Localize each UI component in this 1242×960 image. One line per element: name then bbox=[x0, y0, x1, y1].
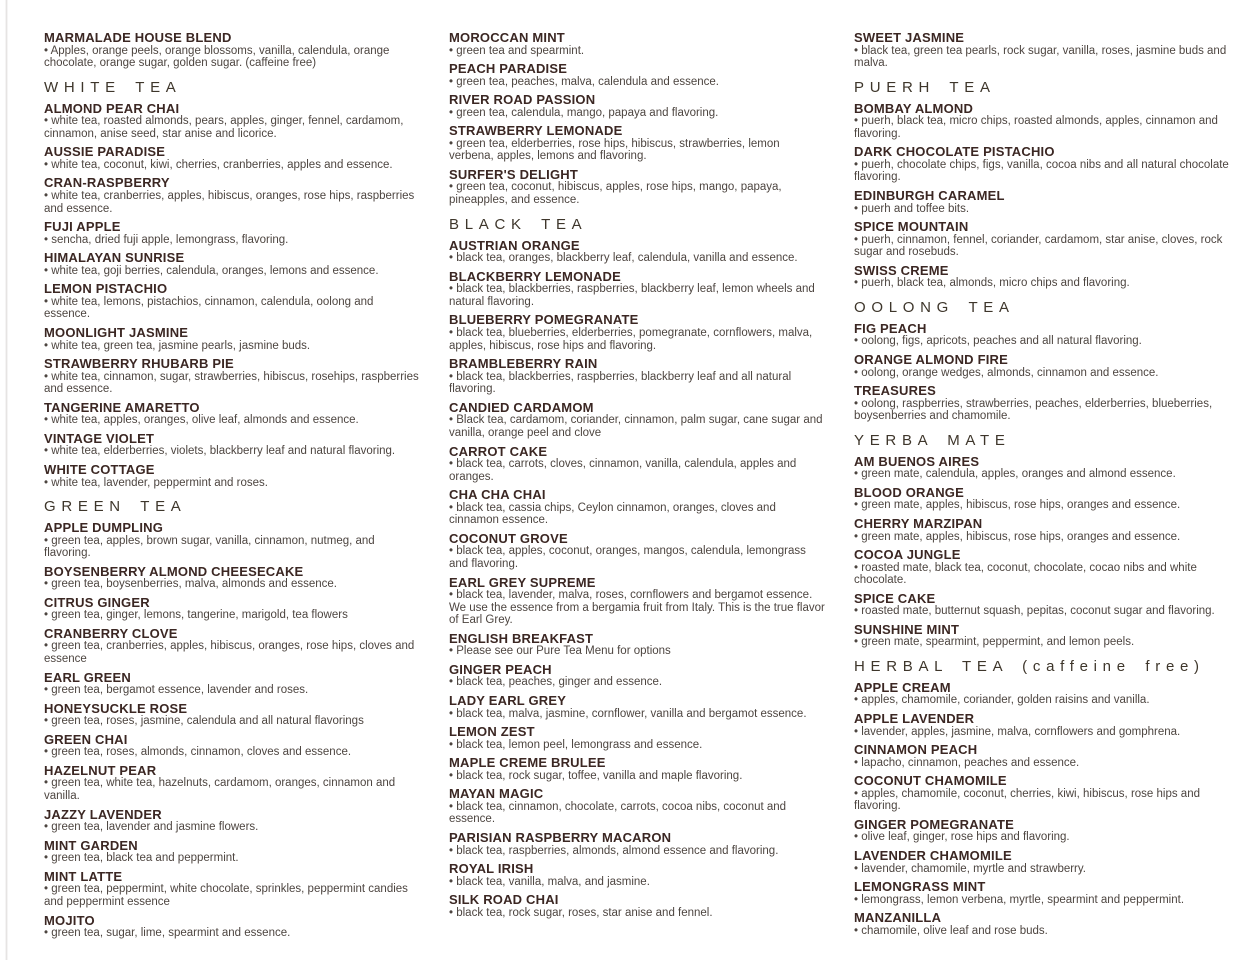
menu-item bbox=[449, 270, 825, 309]
item-name: HAZELNUT PEAR bbox=[44, 762, 157, 778]
menu-item bbox=[854, 455, 1230, 481]
item-description: • green tea, calendula, mango, papaya and flavoring. bbox=[449, 106, 719, 119]
item-description: • green mate, spearmint, peppermint, and lemon peels. bbox=[854, 636, 1135, 649]
item-description: • olive leaf, ginger, rose hips and flavoring. bbox=[854, 831, 1070, 844]
section-title: OOLONG TEA bbox=[854, 298, 1015, 316]
item-description: • oolong, figs, apricots, peaches and all natural flavoring. bbox=[854, 335, 1142, 348]
menu-item bbox=[854, 144, 1233, 184]
item-name: APPLE LAVENDER bbox=[854, 711, 975, 727]
item-description: • puerh, black tea, micro chips, roasted almonds, apples, cinnamon and flavoring. bbox=[854, 115, 1222, 140]
menu-item bbox=[44, 870, 420, 909]
section-title: WHITE TEA bbox=[44, 78, 182, 96]
menu-item bbox=[44, 702, 420, 728]
item-name: BLOOD ORANGE bbox=[854, 484, 964, 500]
item-description: • green tea, peaches, malva, calendula and essence. bbox=[449, 75, 719, 88]
item-description: • lapacho, cinnamon, peaches and essence. bbox=[854, 756, 1080, 769]
item-description: • white tea, apples, oranges, olive leaf, almonds and essence. bbox=[44, 414, 359, 427]
item-description: • oolong, raspberries, strawberries, peaches, elderberries, blueberries, boysenberries and chamomile. bbox=[854, 397, 1216, 423]
item-description: • green tea, white tea, hazelnuts, cardamom, oranges, cinnamon and vanilla. bbox=[44, 777, 399, 803]
tea-menu-page bbox=[44, 30, 1236, 945]
item-description: • green tea, boysenberries, malva, almonds and essence. bbox=[44, 578, 337, 591]
menu-item bbox=[854, 548, 1230, 587]
item-name: AUSSIE PARADISE bbox=[44, 144, 166, 160]
item-description: • puerh, chocolate chips, figs, vanilla, cocoa nibs and all natural chocolate flavoring. bbox=[854, 158, 1233, 184]
menu-item bbox=[449, 862, 825, 888]
menu-item bbox=[44, 31, 420, 70]
menu-item bbox=[44, 326, 420, 352]
menu-item bbox=[854, 623, 1230, 649]
menu-item bbox=[44, 282, 420, 321]
menu-item bbox=[854, 517, 1230, 543]
item-name: CANDIED CARDAMOM bbox=[449, 399, 594, 415]
item-description: • white tea, cinnamon, sugar, strawberries, hibiscus, rosehips, raspberries and essence. bbox=[44, 370, 422, 396]
section-title: HERBAL TEA (caffeine free) bbox=[854, 657, 1205, 675]
item-name: ENGLISH BREAKFAST bbox=[449, 630, 594, 646]
item-name: ALMOND PEAR CHAI bbox=[44, 100, 180, 116]
item-name: LEMON ZEST bbox=[449, 724, 535, 740]
item-name: EARL GREEN bbox=[44, 669, 131, 685]
item-description: • Apples, orange peels, orange blossoms, vanilla, calendula, orange chocolate, orange sugar, golden sugar. (caffeine free) bbox=[44, 44, 393, 70]
item-description: • lavender, apples, jasmine, malva, cornflowers and gomphrena. bbox=[854, 725, 1181, 738]
item-description: • white tea, cranberries, apples, hibiscus, oranges, rose hips, raspberries and essence. bbox=[44, 189, 418, 215]
item-description: • white tea, coconut, kiwi, cherries, cranberries, apples and essence. bbox=[44, 158, 393, 171]
item-description: • green tea, ginger, lemons, tangerine, marigold, tea flowers bbox=[44, 609, 348, 622]
item-name: MANZANILLA bbox=[854, 910, 942, 926]
item-description: • black tea, oranges, blackberry leaf, calendula, vanilla and essence. bbox=[449, 252, 798, 265]
menu-item bbox=[44, 251, 420, 277]
menu-item bbox=[449, 357, 825, 396]
item-description: • green tea, cranberries, apples, hibiscus, oranges, rose hips, cloves and essence bbox=[44, 640, 418, 666]
menu-item bbox=[44, 432, 420, 458]
item-name: MAPLE CREME BRULEE bbox=[449, 755, 606, 771]
item-description: • puerh, black tea, almonds, micro chips and flavoring. bbox=[854, 277, 1130, 290]
item-name: BOMBAY ALMOND bbox=[854, 100, 974, 116]
item-description: • black tea, blackberries, raspberries, blackberry leaf and all natural flavoring. bbox=[449, 370, 795, 396]
menu-item bbox=[44, 357, 420, 396]
item-description: • black tea, carrots, cloves, cinnamon, vanilla, calendula, apples and oranges. bbox=[449, 458, 800, 483]
item-name: ROYAL IRISH bbox=[449, 861, 534, 877]
menu-item bbox=[449, 488, 825, 527]
item-description: • black tea, malva, jasmine, cornflower, vanilla and bergamot essence. bbox=[449, 707, 807, 720]
item-name: STRAWBERRY LEMONADE bbox=[449, 123, 623, 139]
menu-item bbox=[854, 322, 1230, 348]
item-name: SUNSHINE MINT bbox=[854, 621, 960, 637]
menu-item bbox=[44, 521, 420, 560]
menu-item bbox=[854, 353, 1230, 379]
menu-item bbox=[44, 463, 420, 489]
item-name: TANGERINE AMARETTO bbox=[44, 399, 200, 415]
menu-item bbox=[449, 62, 825, 88]
page-edge-scan-line bbox=[5, 0, 8, 960]
item-name: LEMON PISTACHIO bbox=[44, 281, 168, 297]
menu-item bbox=[854, 220, 1230, 259]
item-name: PARISIAN RASPBERRY MACARON bbox=[449, 830, 672, 845]
item-name: STRAWBERRY RHUBARB PIE bbox=[44, 356, 234, 372]
menu-item bbox=[854, 743, 1230, 769]
item-description: • green tea, roses, almonds, cinnamon, cloves and essence. bbox=[44, 746, 352, 759]
item-name: GREEN CHAI bbox=[44, 731, 128, 747]
item-name: SPICE MOUNTAIN bbox=[854, 219, 969, 235]
item-name: BOYSENBERRY ALMOND CHEESECAKE bbox=[44, 563, 304, 579]
item-name: COCONUT GROVE bbox=[449, 530, 568, 546]
item-name: BLACKBERRY LEMONADE bbox=[449, 268, 621, 284]
menu-item bbox=[44, 914, 420, 940]
menu-item bbox=[449, 787, 825, 826]
item-name: LADY EARL GREY bbox=[449, 693, 567, 709]
item-description: • puerh and toffee bits. bbox=[854, 202, 970, 215]
menu-item bbox=[449, 168, 825, 207]
item-name: MINT LATTE bbox=[44, 868, 123, 884]
item-description: • black tea, green tea pearls, rock sugar, vanilla, roses, jasmine buds and malva. bbox=[854, 44, 1236, 70]
menu-item bbox=[449, 574, 829, 627]
item-name: EARL GREY SUPREME bbox=[449, 574, 596, 590]
menu-item bbox=[449, 532, 825, 571]
menu-item bbox=[854, 849, 1230, 875]
item-name: CHERRY MARZIPAN bbox=[854, 516, 983, 531]
menu-item bbox=[449, 831, 825, 857]
menu-item bbox=[854, 384, 1230, 423]
menu-item bbox=[44, 220, 420, 246]
item-name: MAYAN MAGIC bbox=[449, 786, 544, 802]
item-description: • green tea, apples, brown sugar, vanilla, cinnamon, nutmeg, and flavoring. bbox=[44, 534, 378, 560]
item-name: TREASURES bbox=[854, 383, 936, 399]
menu-item bbox=[854, 102, 1230, 141]
item-name: RIVER ROAD PASSION bbox=[449, 92, 596, 108]
item-name: COCOA JUNGLE bbox=[854, 547, 961, 563]
item-description: • white tea, goji berries, calendula, oranges, lemons and essence. bbox=[44, 264, 379, 277]
item-description: • roasted mate, black tea, coconut, chocolate, cocao nibs and white chocolate. bbox=[854, 561, 1201, 587]
menu-item bbox=[44, 627, 420, 666]
item-description: • puerh, cinnamon, fennel, coriander, cardamom, star anise, cloves, rock sugar and rosebuds. bbox=[854, 233, 1226, 259]
item-description: • chamomile, olive leaf and rose buds. bbox=[854, 924, 1048, 937]
item-description: • green tea, elderberries, rose hips, hibiscus, strawberries, lemon verbena, apples, lemons and flavoring. bbox=[449, 137, 783, 163]
item-description: • green mate, apples, hibiscus, rose hips, oranges and essence. bbox=[854, 530, 1181, 543]
menu-item bbox=[44, 565, 420, 591]
item-description: • black tea, raspberries, almonds, almond essence and flavoring. bbox=[449, 844, 779, 857]
item-name: CITRUS GINGER bbox=[44, 594, 150, 610]
menu-item bbox=[44, 671, 420, 697]
item-name: FUJI APPLE bbox=[44, 219, 121, 235]
menu-item bbox=[854, 774, 1230, 813]
menu-item bbox=[854, 880, 1230, 906]
menu-item bbox=[449, 756, 825, 782]
menu-item bbox=[449, 632, 825, 658]
item-name: ORANGE ALMOND FIRE bbox=[854, 352, 1008, 368]
menu-item bbox=[44, 764, 420, 803]
item-description: • lemongrass, lemon verbena, myrtle, spearmint and peppermint. bbox=[854, 893, 1185, 906]
item-description: • lavender, chamomile, myrtle and strawberry. bbox=[854, 862, 1086, 875]
item-name: CHA CHA CHAI bbox=[449, 487, 546, 503]
menu-item bbox=[854, 712, 1230, 738]
item-description: • green tea, lavender and jasmine flowers. bbox=[44, 821, 259, 834]
item-name: SWISS CREME bbox=[854, 262, 949, 278]
item-name: HONEYSUCKLE ROSE bbox=[44, 700, 188, 716]
item-description: • green tea, black tea and peppermint. bbox=[44, 852, 239, 865]
item-description: • roasted mate, butternut squash, pepitas, coconut sugar and flavoring. bbox=[854, 605, 1215, 618]
menu-item bbox=[449, 239, 825, 265]
item-name: EDINBURGH CARAMEL bbox=[854, 188, 1005, 204]
item-description: • green tea, sugar, lime, spearmint and essence. bbox=[44, 927, 291, 939]
item-name: APPLE CREAM bbox=[854, 679, 951, 695]
section-title: PUERH TEA bbox=[854, 78, 996, 96]
item-name: DARK CHOCOLATE PISTACHIO bbox=[854, 144, 1055, 160]
item-name: LAVENDER CHAMOMILE bbox=[854, 848, 1012, 864]
item-name: PEACH PARADISE bbox=[449, 61, 568, 77]
item-description: • green tea, bergamot essence, lavender and roses. bbox=[44, 684, 309, 697]
item-name: APPLE DUMPLING bbox=[44, 520, 164, 536]
item-description: • black tea, blueberries, elderberries, pomegranate, cornflowers, malva, apples, hibiscus, rose hips and flavoring. bbox=[449, 326, 816, 352]
menu-item bbox=[854, 681, 1230, 707]
item-description: • Black tea, cardamom, coriander, cinnamon, palm sugar, cane sugar and vanilla, orange peel and clove bbox=[449, 414, 826, 439]
item-description: • green tea, roses, jasmine, calendula and all natural flavorings bbox=[44, 715, 364, 728]
item-description: • apples, chamomile, coconut, cherries, kiwi, hibiscus, rose hips and flavoring. bbox=[854, 787, 1204, 813]
menu-item bbox=[44, 733, 420, 759]
menu-item bbox=[854, 818, 1230, 844]
menu-item bbox=[449, 93, 825, 119]
item-name: VINTAGE VIOLET bbox=[44, 430, 155, 446]
section-title: BLACK TEA bbox=[449, 215, 588, 233]
item-description: • white tea, elderberries, violets, blackberry leaf and natural flavoring. bbox=[44, 445, 396, 458]
menu-item bbox=[449, 124, 825, 163]
item-name: GINGER POMEGRANATE bbox=[854, 816, 1014, 832]
item-name: MINT GARDEN bbox=[44, 837, 138, 853]
item-name: WHITE COTTAGE bbox=[44, 462, 155, 477]
item-name: CRAN-RASPBERRY bbox=[44, 175, 170, 191]
menu-item bbox=[44, 145, 420, 171]
menu-item bbox=[449, 31, 825, 57]
item-description: • black tea, rock sugar, toffee, vanilla and maple flavoring. bbox=[449, 769, 743, 782]
item-description: • white tea, lavender, peppermint and roses. bbox=[44, 476, 268, 489]
item-name: CRANBERRY CLOVE bbox=[44, 625, 178, 641]
item-name: HIMALAYAN SUNRISE bbox=[44, 250, 185, 266]
section-title: YERBA MATE bbox=[854, 431, 1011, 449]
item-name: MARMALADE HOUSE BLEND bbox=[44, 30, 232, 45]
item-description: • black tea, lavender, malva, roses, cornflowers and bergamot essence. We use the essence from a bergamia fruit from Italy. This is the true flavor of Earl Grey. bbox=[449, 589, 829, 627]
item-description: • oolong, orange wedges, almonds, cinnamon and essence. bbox=[854, 366, 1159, 379]
item-description: • black tea, lemon peel, lemongrass and essence. bbox=[449, 738, 703, 751]
menu-item bbox=[449, 725, 825, 751]
menu-item bbox=[854, 486, 1230, 512]
menu-item bbox=[449, 694, 825, 720]
menu-item bbox=[854, 189, 1230, 215]
menu-column-3 bbox=[854, 30, 1236, 945]
menu-item bbox=[44, 596, 420, 622]
menu-item bbox=[44, 401, 420, 427]
item-name: CARROT CAKE bbox=[449, 443, 548, 459]
menu-item bbox=[449, 401, 825, 440]
item-name: SURFER'S DELIGHT bbox=[449, 166, 578, 182]
menu-column-2 bbox=[449, 30, 829, 945]
item-description: • apples, chamomile, coriander, golden raisins and vanilla. bbox=[854, 694, 1150, 707]
menu-item bbox=[449, 663, 825, 689]
item-name: MOONLIGHT JASMINE bbox=[44, 325, 189, 341]
section-title: GREEN TEA bbox=[44, 498, 187, 516]
menu-item bbox=[854, 264, 1230, 290]
item-description: • black tea, cassia chips, Ceylon cinnamon, oranges, cloves and cinnamon essence. bbox=[449, 501, 780, 527]
menu-item bbox=[449, 445, 825, 484]
item-name: AUSTRIAN ORANGE bbox=[449, 237, 580, 253]
menu-column-1 bbox=[44, 31, 420, 945]
item-name: SWEET JASMINE bbox=[854, 30, 965, 45]
item-description: • green tea and spearmint. bbox=[449, 44, 585, 57]
item-name: BLUEBERRY POMEGRANATE bbox=[449, 312, 639, 328]
menu-item bbox=[854, 911, 1230, 937]
item-description: • green tea, peppermint, white chocolate, sprinkles, peppermint candies and peppermint essence bbox=[44, 883, 412, 908]
item-name: MOROCCAN MINT bbox=[449, 30, 565, 45]
item-description: • Please see our Pure Tea Menu for options bbox=[449, 645, 671, 658]
item-description: • white tea, roasted almonds, pears, apples, ginger, fennel, cardamom, cinnamon, anise seed, star anise and licorice. bbox=[44, 115, 407, 140]
item-description: • green tea, coconut, hibiscus, apples, rose hips, mango, papaya, pineapples, and essence. bbox=[449, 181, 785, 207]
item-description: • black tea, peaches, ginger and essence. bbox=[449, 676, 663, 689]
item-name: COCONUT CHAMOMILE bbox=[854, 773, 1007, 789]
item-name: BRAMBLEBERRY RAIN bbox=[449, 356, 598, 372]
item-description: • black tea, cinnamon, chocolate, carrots, cocoa nibs, coconut and essence. bbox=[449, 800, 790, 826]
item-description: • black tea, blackberries, raspberries, blackberry leaf, lemon wheels and natural flavoring. bbox=[449, 283, 819, 308]
menu-item bbox=[44, 176, 420, 215]
item-description: • green mate, calendula, apples, oranges and almond essence. bbox=[854, 468, 1176, 481]
item-name: SILK ROAD CHAI bbox=[449, 892, 559, 908]
item-description: • sencha, dried fuji apple, lemongrass, flavoring. bbox=[44, 233, 289, 246]
item-description: • black tea, apples, coconut, oranges, mangos, calendula, lemongrass and flavoring. bbox=[449, 545, 810, 570]
item-description: • white tea, lemons, pistachios, cinnamon, calendula, oolong and essence. bbox=[44, 295, 377, 321]
item-description: • black tea, rock sugar, roses, star anise and fennel. bbox=[449, 906, 713, 919]
menu-item bbox=[449, 313, 825, 352]
item-name: LEMONGRASS MINT bbox=[854, 879, 986, 895]
item-name: FIG PEACH bbox=[854, 320, 927, 336]
menu-item bbox=[854, 592, 1230, 618]
menu-item bbox=[44, 102, 420, 141]
item-name: CINNAMON PEACH bbox=[854, 742, 978, 758]
menu-item bbox=[44, 839, 420, 865]
menu-item bbox=[854, 30, 1236, 70]
menu-item bbox=[44, 808, 420, 834]
item-description: • black tea, vanilla, malva, and jasmine. bbox=[449, 875, 650, 888]
item-description: • white tea, green tea, jasmine pearls, jasmine buds. bbox=[44, 339, 311, 352]
item-name: JAZZY LAVENDER bbox=[44, 806, 162, 822]
menu-item bbox=[449, 893, 825, 919]
item-name: MOJITO bbox=[44, 912, 95, 928]
item-name: AM BUENOS AIRES bbox=[854, 453, 980, 469]
item-name: GINGER PEACH bbox=[449, 661, 552, 677]
item-description: • green mate, apples, hibiscus, rose hips, oranges and essence. bbox=[854, 499, 1181, 512]
item-name: SPICE CAKE bbox=[854, 590, 936, 606]
